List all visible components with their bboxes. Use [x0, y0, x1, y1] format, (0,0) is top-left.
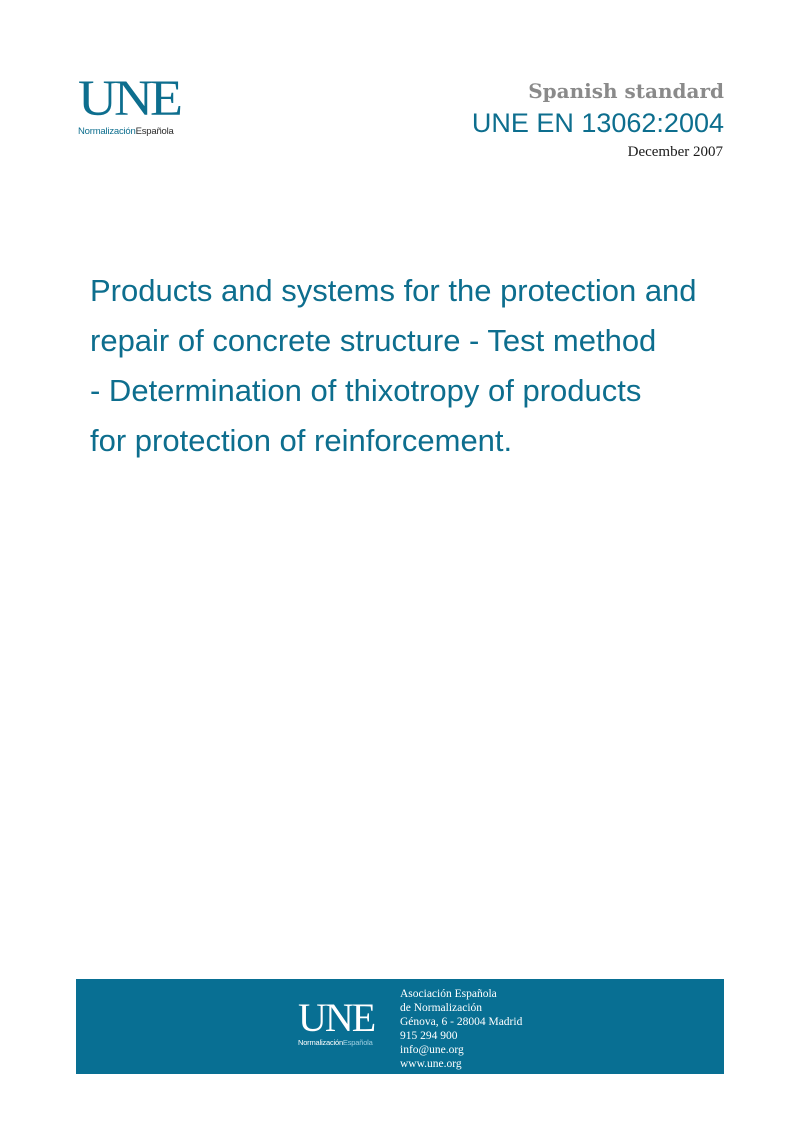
logo-mark: UNE	[78, 69, 180, 127]
org-name-line1: Asociación Española	[400, 988, 497, 1000]
footer-logo-subtitle-part2: Española	[342, 1038, 373, 1047]
standard-header	[472, 78, 724, 162]
une-logo	[78, 69, 198, 137]
org-address: Génova, 6 - 28004 Madrid	[400, 1016, 523, 1028]
footer-banner	[76, 979, 724, 1074]
footer-logo-subtitle-part1: Normalización	[298, 1038, 343, 1047]
document-date: December 2007	[627, 144, 723, 160]
footer-contact	[400, 987, 522, 1071]
logo-subtitle-part2: Española	[135, 126, 174, 137]
title-line-2: repair of concrete structure - Test method	[90, 323, 657, 358]
title-line-1: Products and systems for the protection and	[90, 273, 697, 308]
org-email-link[interactable]: info@une.org	[400, 1044, 464, 1056]
document-type: Spanish standard	[528, 79, 724, 103]
footer-logo	[298, 995, 388, 1047]
title-line-3: - Determination of thixotropy of products	[90, 373, 642, 408]
footer-logo-subtitle	[298, 1038, 388, 1047]
org-website-link[interactable]: www.une.org	[400, 1058, 462, 1070]
logo-subtitle	[78, 126, 198, 137]
document-code: UNE EN 13062:2004	[471, 108, 724, 138]
title-line-4: for protection of reinforcement.	[90, 423, 513, 458]
footer-logo-mark: UNE	[298, 995, 375, 1040]
logo-subtitle-part1: Normalización	[78, 126, 136, 137]
document-title	[90, 266, 750, 466]
org-name-line2: de Normalización	[400, 1002, 483, 1014]
org-phone: 915 294 900	[400, 1030, 458, 1042]
